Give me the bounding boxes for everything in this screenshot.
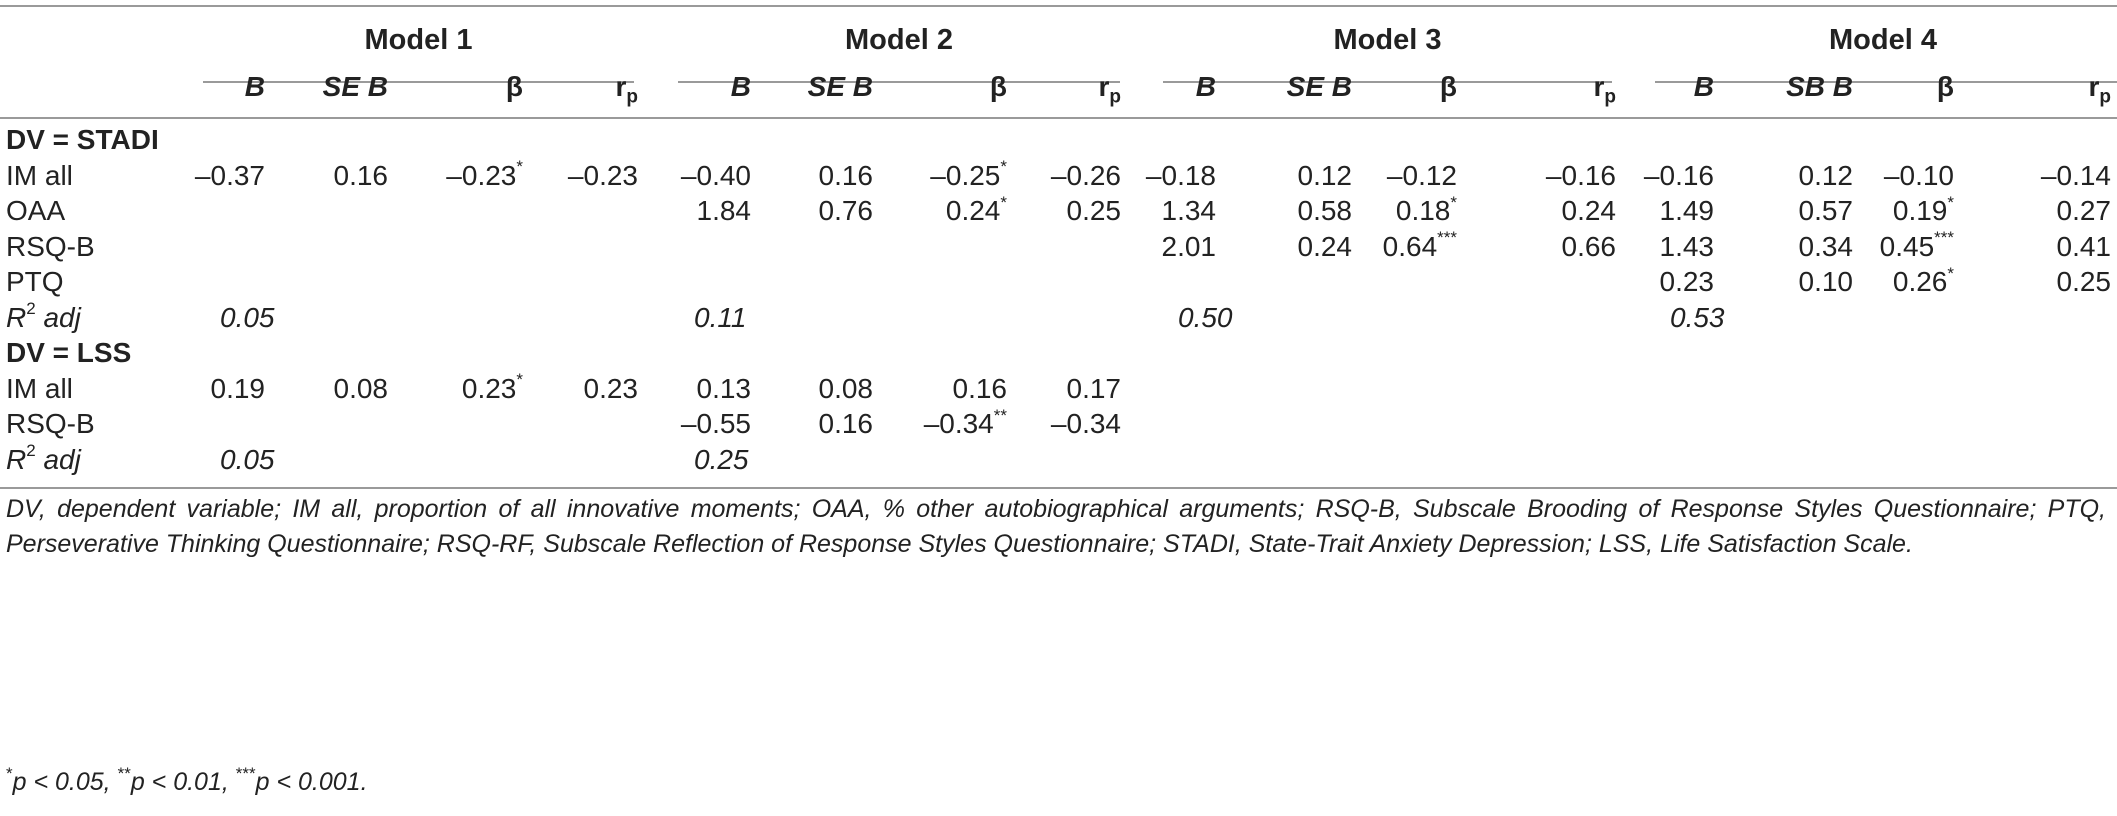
table-cell: 0.16 bbox=[333, 159, 388, 191]
table-cell: 0.12 bbox=[1798, 159, 1853, 191]
row-label: IM all bbox=[6, 372, 73, 404]
significance-note bbox=[6, 763, 368, 797]
model-header: Model 2 bbox=[845, 24, 953, 56]
bottom-rule bbox=[0, 487, 2117, 489]
top-rule bbox=[0, 5, 2117, 7]
column-header: B bbox=[244, 71, 265, 102]
table-cell: –0.14 bbox=[2040, 159, 2111, 191]
table-cell: 0.23 bbox=[583, 372, 638, 404]
table-cell: –0.23 bbox=[567, 159, 638, 191]
table-cell: –0.10 bbox=[1883, 159, 1954, 191]
table-cell: 0.16 bbox=[818, 159, 873, 191]
column-header: B bbox=[1693, 71, 1714, 102]
table-cell: 0.41 bbox=[2056, 230, 2111, 262]
r2-adj-value: 0.50 bbox=[1178, 301, 1233, 333]
model-header: Model 3 bbox=[1333, 24, 1442, 56]
column-header: β bbox=[505, 71, 523, 102]
column-header: SB B bbox=[1786, 71, 1853, 102]
table-cell: –0.12 bbox=[1386, 159, 1457, 191]
table-cell: 0.25 bbox=[2056, 266, 2111, 297]
table-cell: 0.64*** bbox=[1382, 228, 1457, 262]
table-cell: –0.18 bbox=[1145, 159, 1216, 191]
r2-adj-value: 0.05 bbox=[220, 301, 275, 333]
table-cell: 0.08 bbox=[333, 372, 388, 404]
table-cell: 1.49 bbox=[1659, 195, 1714, 226]
table-cell: 0.10 bbox=[1798, 266, 1853, 297]
table-cell: 0.24 bbox=[1561, 195, 1616, 226]
table-cell: 1.84 bbox=[696, 195, 751, 226]
table-cell: –0.34** bbox=[923, 405, 1007, 439]
r2-adj-label: $R^2$ adj bbox=[6, 299, 81, 333]
table-cell: 0.26* bbox=[1892, 263, 1954, 297]
r2-adj-value: 0.05 bbox=[220, 443, 275, 475]
model-underline bbox=[1163, 81, 1612, 83]
row-label: OAA bbox=[6, 195, 66, 226]
r2-adj-value: 0.11 bbox=[694, 301, 747, 333]
table-cell: –0.26 bbox=[1050, 159, 1121, 191]
table-cell: –0.37 bbox=[194, 159, 265, 191]
column-header: $r_p$ bbox=[1098, 71, 1121, 108]
table-cell: 0.66 bbox=[1561, 230, 1616, 262]
table-cell: 0.17 bbox=[1066, 372, 1121, 404]
column-header: β bbox=[1439, 71, 1457, 102]
table-footnote: DV, dependent variable; IM all, proportion of all innovative moments; OAA, % other autobiographical arguments; RSQ-B, Subscale Brooding of Response Styles Questionnaire; PTQ, Perseverative Thinking Questionnaire; RSQ-RF, Subscale Reflection of Response Styles Questionnaire; STADI, State-Trait Anxiety Depression; LSS, Life Satisfaction Scale. bbox=[6, 495, 2106, 558]
table-cell: –0.23* bbox=[446, 157, 523, 191]
table-cell: 2.01 bbox=[1161, 230, 1216, 262]
table-cell: 0.25 bbox=[1066, 195, 1121, 226]
table-cell: 0.27 bbox=[2056, 195, 2111, 226]
table-cell: 0.18* bbox=[1395, 192, 1457, 226]
significance-mark: * bbox=[6, 763, 13, 783]
r2-adj-label: $R^2$ adj bbox=[6, 441, 81, 475]
table-cell: 0.16 bbox=[952, 372, 1007, 404]
table-cell: 0.24 bbox=[1297, 230, 1352, 262]
table-cell: 0.34 bbox=[1798, 230, 1853, 262]
column-header: SE B bbox=[1286, 71, 1352, 102]
table-cell: 0.57 bbox=[1798, 195, 1853, 226]
section-title: DV = LSS bbox=[6, 337, 132, 368]
table-cell: –0.55 bbox=[680, 408, 751, 439]
table-cell: –0.34 bbox=[1050, 408, 1121, 439]
table-cell: 0.13 bbox=[696, 372, 751, 404]
model-header: Model 1 bbox=[364, 24, 473, 56]
table-cell: 1.34 bbox=[1161, 195, 1216, 226]
table-cell: 0.19 bbox=[210, 372, 265, 404]
table-cell: 0.19* bbox=[1892, 192, 1954, 226]
table-cell: 0.23* bbox=[461, 370, 523, 404]
r2-adj-value: 0.53 bbox=[1670, 301, 1725, 333]
column-header: β bbox=[1936, 71, 1954, 102]
row-label: IM all bbox=[6, 159, 73, 191]
table-cell: 0.12 bbox=[1297, 159, 1352, 191]
column-header: $r_p$ bbox=[1593, 71, 1616, 108]
table-cell: 0.24* bbox=[945, 192, 1007, 226]
table-cell: 0.08 bbox=[818, 372, 873, 404]
significance-text: p < 0.01, bbox=[130, 768, 236, 796]
table-cell: 0.23 bbox=[1659, 266, 1714, 297]
column-header: B bbox=[1195, 71, 1216, 102]
table-cell: –0.25* bbox=[930, 157, 1007, 191]
column-header: $r_p$ bbox=[2088, 71, 2111, 108]
model-underline bbox=[1655, 81, 2117, 83]
model-underline bbox=[203, 81, 634, 83]
row-label: PTQ bbox=[6, 266, 64, 297]
column-header: SE B bbox=[807, 71, 873, 102]
table-cell: 0.58 bbox=[1297, 195, 1352, 226]
header-rule bbox=[0, 117, 2117, 119]
table-cell: 1.43 bbox=[1659, 230, 1714, 262]
r2-adj-value: 0.25 bbox=[694, 443, 749, 475]
table-cell: –0.40 bbox=[680, 159, 751, 191]
significance-text: p < 0.05, bbox=[12, 768, 118, 796]
table-cell: –0.16 bbox=[1545, 159, 1616, 191]
significance-mark: ** bbox=[117, 763, 131, 783]
table-cell: –0.16 bbox=[1643, 159, 1714, 191]
row-label: RSQ-B bbox=[6, 408, 95, 439]
column-header: β bbox=[989, 71, 1007, 102]
column-header: SE B bbox=[322, 71, 388, 102]
table-cell: 0.45*** bbox=[1879, 228, 1954, 262]
row-label: RSQ-B bbox=[6, 230, 95, 262]
table-cell: 0.76 bbox=[818, 195, 873, 226]
significance-text: p < 0.001. bbox=[255, 768, 368, 796]
column-header: B bbox=[730, 71, 751, 102]
table-cell: 0.16 bbox=[818, 408, 873, 439]
model-header: Model 4 bbox=[1829, 24, 1937, 56]
section-title: DV = STADI bbox=[6, 124, 159, 155]
significance-mark: *** bbox=[235, 763, 256, 783]
column-header: $r_p$ bbox=[615, 71, 638, 108]
